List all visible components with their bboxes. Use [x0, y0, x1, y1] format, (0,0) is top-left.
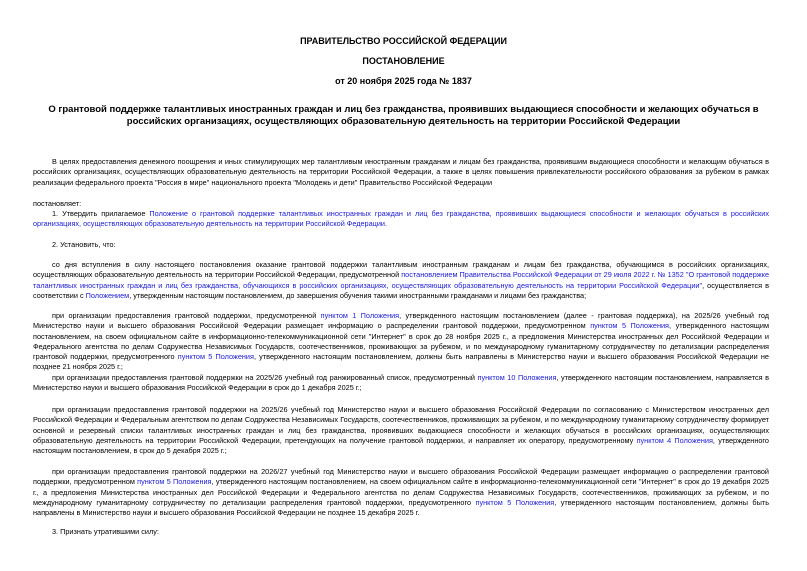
resolution-1352-link[interactable]: постановлением Правительства Российской Федерации от 29 июля 2022 г. № 1352 "О грантовой поддержке талантливых иностранных граждан и лиц без гражданства, обучающихся в российских организациях, осуществляющих образовательную деятельность на территории Российской Федерации": [33, 270, 770, 290]
paragraph-text: , утвержденного настоящим постановлением, в срок до 5 декабря 2025 г.;: [33, 435, 769, 456]
document-type: ПОСТАНОВЛЕНИЕ: [362, 56, 445, 66]
paragraph-text: , осуществляется в соответствии с: [33, 280, 769, 300]
paragraph-2026-distribution: [33, 467, 769, 518]
paragraph-text: , утвержденного настоящим постановлением, на своем официальном сайте в информационно-телекоммуникационной сети "Интернет" в срок до 28 ноября 2025 г., а предложения Министерства иностранных дел Российской Федерации и Федерального агентства по делам Содружества Независимых Государств, соотечественников, проживающих за рубежом, и по международному гуманитарному сотрудничеству по детализации распределения грантовой поддержки, предусмотренного: [33, 321, 769, 362]
paragraph-text: при организации предоставления грантовой поддержки, предусмотренной: [52, 311, 321, 320]
resolves-label: постановляет:: [33, 199, 82, 208]
item-1-paragraph: [33, 209, 769, 230]
paragraph-text: , утвержденным настоящим постановлением, до завершения обучения такими иностранными гражданами и лицами без гражданства;: [129, 290, 587, 300]
paragraph-text: при организации предоставления грантовой поддержки на 2026/27 учебный год Министерство науки и высшего образования Российской Федерации размещает информацию о распределении грантовой поддержки, предусмотренном: [33, 467, 769, 487]
clause-5-link[interactable]: пунктом 5 Положения: [590, 321, 670, 331]
clause-5-link[interactable]: пунктом 5 Положения: [177, 352, 254, 362]
clause-1-link[interactable]: пунктом 1 Положения: [320, 311, 400, 320]
paragraph-text: , утвержденного настоящим постановлением, должны быть направлены в Министерство науки и высшего образования Российской Федерации не позднее 21 ноября 2025 г.;: [33, 352, 769, 372]
paragraph-text: со дня вступления в силу настоящего постановления оказание грантовой поддержки талантливым иностранным гражданам и лицам без гражданства, обучающимся в российских организациях, осуществляющих образовательную деятельность на территории Российской Федерации, предусмотренной: [33, 260, 769, 280]
regulation-link[interactable]: Положение о грантовой поддержке талантливых иностранных граждан и лиц без гражданства, проявивших выдающиеся способности и желающих обучаться в российских организациях, осуществляющих образовательную деятельность на территории Российской Федерации: [33, 209, 769, 229]
preamble-paragraph: В целях предоставления денежного поощрения и иных стимулирующих мер талантливым иностранным гражданам и лицам без гражданства, проявившим выдающиеся способности и желающим обучаться в российских организациях, осуществляющих образовательную деятельность на территории Российской Федерации, а также в целях повышения привлекательности российского образования за рубежом в рамках реализации федерального проекта "Россия в мире" национального проекта "Молодежь и дети" Правительство Российской Федерации: [33, 157, 769, 187]
clause-5-link[interactable]: пунктом 5 Положения: [475, 497, 555, 507]
paragraph-text: , утвержденного настоящим постановлением, должны быть направлены в Министерство науки и высшего образования Российской Федерации не позднее 15 декабря 2025 г.: [33, 497, 769, 518]
paragraph-text: , утвержденного настоящим постановлением, направляется в Министерство науки и высшего образования Российской Федерации в срок до 1 декабря 2025 г.;: [33, 373, 769, 393]
item-1-suffix: .: [385, 219, 388, 229]
item-3-heading: 3. Признать утратившими силу:: [52, 527, 159, 536]
paragraph-candidate-lists: [33, 405, 769, 456]
regulation-link-short[interactable]: Положением: [85, 290, 130, 300]
paragraph-ranked-list: [33, 373, 769, 394]
paragraph-text: , утвержденного настоящим постановлением, на своем официальном сайте в информационно-телекоммуникационной сети "Интернет" в срок до 19 декабря 2025 г., а предложения Министерства иностранных дел Российской Федерации и Федерального агентства по делам Содружества Независимых Государств, соотечественников, проживающих за рубежом, и по международному гуманитарному сотрудничеству по детализации распределения грантовой поддержки, предусмотренного: [33, 477, 769, 507]
clause-10-link[interactable]: пунктом 10 Положения: [477, 373, 557, 382]
paragraph-transition: [33, 260, 769, 301]
government-name: ПРАВИТЕЛЬСТВО РОССИЙСКОЙ ФЕДЕРАЦИИ: [300, 36, 507, 46]
paragraph-text: при организации предоставления грантовой поддержки на 2025/26 учебный год Министерство науки и высшего образования Российской Федерации по согласованию с Министерством иностранных дел Российской Федерации и Федеральным агентством по делам Содружества Независимых Государств, соотечественников, проживающих за рубежом, и по международному гуманитарному сотрудничеству формирует основной и резервный списки талантливых иностранных граждан и лиц без гражданства, проявивших выдающиеся способности и желающих обучаться в российских организациях, осуществляющих образовательную деятельность на территории Российской Федерации, претендующих на получение грантовой поддержки, и направляет их оператору, предусмотренному: [33, 405, 769, 445]
item-2-heading: 2. Установить, что:: [52, 240, 116, 249]
document-title: О грантовой поддержке талантливых иностранных граждан и лиц без гражданства, проявивших выдающиеся способности и желающих обучаться в российских организациях, осуществляющих образовательную деятельность на территории Российской Федерации: [48, 104, 759, 127]
clause-4-link[interactable]: пунктом 4 Положения: [636, 435, 713, 445]
item-1-prefix: 1. Утвердить прилагаемое: [52, 209, 150, 218]
document-date-number: от 20 ноября 2025 года № 1837: [335, 76, 472, 86]
paragraph-2025-distribution: [33, 311, 769, 373]
paragraph-text: , утвержденного настоящим постановлением (далее - грантовая поддержка), на 2025/26 учебный год Министерство науки и высшего образования Российской Федерации размещает информацию о распределении грантовой поддержки, предусмотренном: [33, 311, 770, 331]
clause-5-link[interactable]: пунктом 5 Положения: [137, 477, 212, 487]
paragraph-text: при организации предоставления грантовой поддержки на 2025/26 учебный год ранжированный список, предусмотренный: [52, 373, 478, 382]
